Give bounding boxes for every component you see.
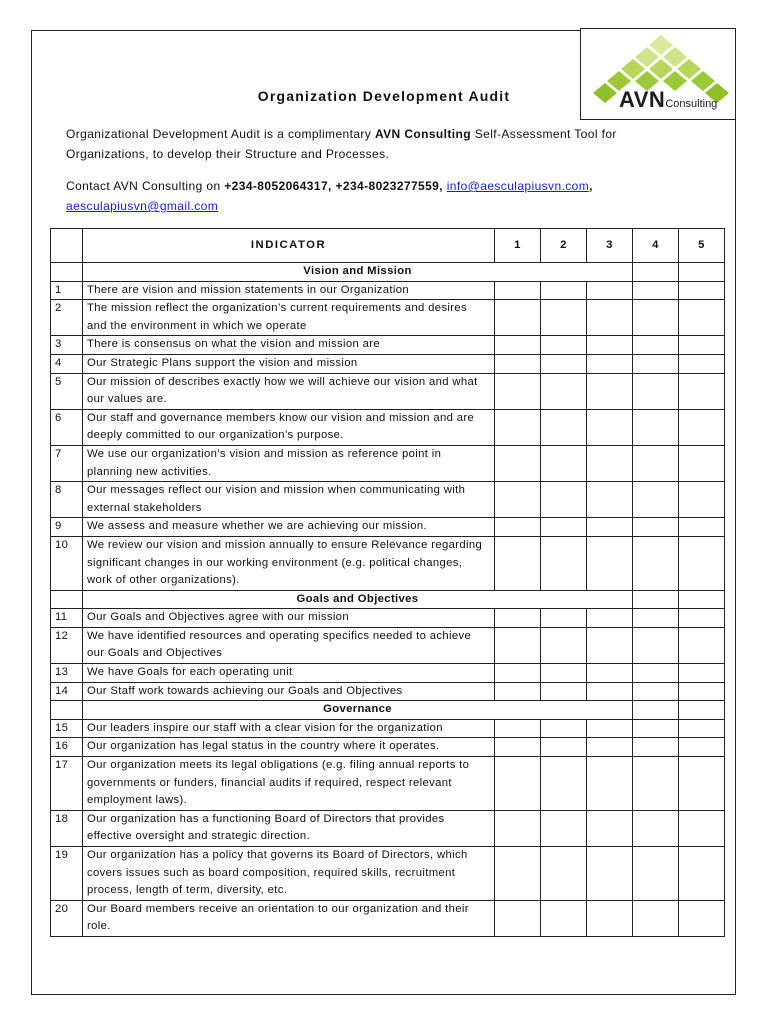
score-cell-1[interactable] [495, 445, 541, 481]
indicator-number: 2 [51, 300, 83, 336]
score-cell-3[interactable] [587, 300, 633, 336]
score-cell-5[interactable] [679, 627, 725, 663]
score-cell-1[interactable] [495, 409, 541, 445]
audit-table-body [51, 263, 725, 937]
score-cell-1[interactable] [495, 609, 541, 628]
indicator-number: 6 [51, 409, 83, 445]
table-row [51, 482, 725, 518]
score-cell-2[interactable] [541, 810, 587, 846]
indicator-text: Our mission of describes exactly how we will achieve our vision and what our values are. [83, 373, 495, 409]
section-title: Governance [83, 701, 633, 720]
contact-prefix: Contact AVN Consulting on [66, 179, 225, 193]
score-cell-2[interactable] [541, 609, 587, 628]
score-cell-3[interactable] [587, 536, 633, 590]
indicator-number: 14 [51, 682, 83, 701]
table-row [51, 354, 725, 373]
score-cell-5[interactable] [679, 518, 725, 537]
indicator-number: 10 [51, 536, 83, 590]
indicator-number: 19 [51, 847, 83, 901]
avn-logo [580, 28, 736, 120]
score-cell-1[interactable] [495, 810, 541, 846]
score-cell-4[interactable] [633, 810, 679, 846]
score-cell-3[interactable] [587, 757, 633, 811]
score-cell-4[interactable] [633, 609, 679, 628]
indicator-number: 4 [51, 354, 83, 373]
score-cell-4[interactable] [633, 373, 679, 409]
section-row [51, 701, 725, 720]
score-cell-2[interactable] [541, 482, 587, 518]
section-empty-cell [51, 590, 83, 609]
score-cell-5[interactable] [679, 664, 725, 683]
table-row [51, 810, 725, 846]
section-row [51, 263, 725, 282]
score-cell-1[interactable] [495, 281, 541, 300]
email-link-info[interactable]: info@aesculapiusvn.com [446, 179, 590, 193]
section-title: Vision and Mission [83, 263, 633, 282]
score-cell-5[interactable] [679, 281, 725, 300]
score-cell-4[interactable] [633, 482, 679, 518]
intro-text-2: Self-Assessment Tool for Organizations, to develop their Structure and Processes. [66, 127, 617, 161]
header-score-3: 3 [587, 229, 633, 263]
score-cell-4[interactable] [633, 719, 679, 738]
score-cell-1[interactable] [495, 300, 541, 336]
table-row [51, 609, 725, 628]
table-row [51, 738, 725, 757]
score-cell-4[interactable] [633, 847, 679, 901]
score-cell-5[interactable] [679, 373, 725, 409]
score-cell-3[interactable] [587, 810, 633, 846]
indicator-text: There are vision and mission statements in our Organization [83, 281, 495, 300]
table-row [51, 281, 725, 300]
indicator-number: 5 [51, 373, 83, 409]
audit-table [50, 228, 725, 937]
score-cell-2[interactable] [541, 354, 587, 373]
score-cell-1[interactable] [495, 738, 541, 757]
score-cell-4[interactable] [633, 900, 679, 936]
score-cell-2[interactable] [541, 336, 587, 355]
score-cell-1[interactable] [495, 536, 541, 590]
indicator-text: We have Goals for each operating unit [83, 664, 495, 683]
score-cell-5[interactable] [679, 900, 725, 936]
indicator-number: 12 [51, 627, 83, 663]
score-cell-5[interactable] [679, 738, 725, 757]
indicator-number: 1 [51, 281, 83, 300]
indicator-text: Our organization has a functioning Board of Directors that provides effective oversight and strategic direction. [83, 810, 495, 846]
indicator-number: 20 [51, 900, 83, 936]
score-cell-1[interactable] [495, 847, 541, 901]
indicator-text: Our leaders inspire our staff with a clear vision for the organization [83, 719, 495, 738]
score-cell-2[interactable] [541, 373, 587, 409]
score-cell-1[interactable] [495, 664, 541, 683]
indicator-number: 15 [51, 719, 83, 738]
score-cell-3[interactable] [587, 900, 633, 936]
score-cell-1[interactable] [495, 757, 541, 811]
score-cell-5[interactable] [679, 354, 725, 373]
intro-text: Organizational Development Audit is a complimentary [66, 127, 375, 141]
score-cell-4[interactable] [633, 738, 679, 757]
score-cell-2[interactable] [541, 445, 587, 481]
score-cell-2[interactable] [541, 900, 587, 936]
score-cell-3[interactable] [587, 627, 633, 663]
score-cell-3[interactable] [587, 518, 633, 537]
score-cell-2[interactable] [541, 409, 587, 445]
section-empty-cell [633, 263, 679, 282]
indicator-text: Our Board members receive an orientation to our organization and their role. [83, 900, 495, 936]
indicator-number: 11 [51, 609, 83, 628]
score-cell-3[interactable] [587, 482, 633, 518]
score-cell-1[interactable] [495, 627, 541, 663]
indicator-text: There is consensus on what the vision and mission are [83, 336, 495, 355]
indicator-text: Our organization meets its legal obligations (e.g. filing annual reports to governments or funders, financial audits if required, respect relevant employment laws). [83, 757, 495, 811]
score-cell-5[interactable] [679, 536, 725, 590]
score-cell-2[interactable] [541, 518, 587, 537]
score-cell-1[interactable] [495, 373, 541, 409]
table-row [51, 518, 725, 537]
intro-paragraph [66, 124, 666, 164]
score-cell-5[interactable] [679, 409, 725, 445]
score-cell-2[interactable] [541, 682, 587, 701]
score-cell-3[interactable] [587, 664, 633, 683]
score-cell-5[interactable] [679, 682, 725, 701]
score-cell-3[interactable] [587, 738, 633, 757]
indicator-text: Our messages reflect our vision and mission when communicating with external stakeholders [83, 482, 495, 518]
header-score-4: 4 [633, 229, 679, 263]
section-empty-cell [679, 590, 725, 609]
score-cell-5[interactable] [679, 445, 725, 481]
score-cell-2[interactable] [541, 847, 587, 901]
indicator-text: We use our organization’s vision and mission as reference point in planning new activities. [83, 445, 495, 481]
score-cell-4[interactable] [633, 627, 679, 663]
score-cell-5[interactable] [679, 482, 725, 518]
indicator-number: 8 [51, 482, 83, 518]
score-cell-3[interactable] [587, 609, 633, 628]
logo-suffix: Consulting [665, 98, 718, 110]
section-empty-cell [679, 701, 725, 720]
email-link-gmail[interactable]: aesculapiusvn@gmail.com [66, 199, 219, 213]
score-cell-2[interactable] [541, 757, 587, 811]
indicator-text: Our Staff work towards achieving our Goals and Objectives [83, 682, 495, 701]
header-score-1: 1 [495, 229, 541, 263]
table-row [51, 664, 725, 683]
contact-comma: , [589, 179, 593, 193]
table-row [51, 445, 725, 481]
indicator-text: Our organization has a policy that governs its Board of Directors, which covers issues such as board composition, required skills, recruitment process, length of term, diversity, etc. [83, 847, 495, 901]
indicator-text: The mission reflect the organization’s current requirements and desires and the environment in which we operate [83, 300, 495, 336]
score-cell-4[interactable] [633, 536, 679, 590]
table-row [51, 682, 725, 701]
indicator-number: 17 [51, 757, 83, 811]
section-empty-cell [679, 263, 725, 282]
score-cell-1[interactable] [495, 482, 541, 518]
section-empty-cell [51, 263, 83, 282]
contact-phones: +234-8052064317, +234-8023277559, [224, 179, 447, 193]
table-row [51, 373, 725, 409]
score-cell-4[interactable] [633, 757, 679, 811]
indicator-text: We assess and measure whether we are achieving our mission. [83, 518, 495, 537]
score-cell-3[interactable] [587, 354, 633, 373]
indicator-number: 7 [51, 445, 83, 481]
table-row [51, 900, 725, 936]
score-cell-3[interactable] [587, 682, 633, 701]
score-cell-3[interactable] [587, 409, 633, 445]
score-cell-5[interactable] [679, 810, 725, 846]
score-cell-4[interactable] [633, 518, 679, 537]
indicator-text: We have identified resources and operating specifics needed to achieve our Goals and Objectives [83, 627, 495, 663]
section-empty-cell [51, 701, 83, 720]
indicator-text: Our staff and governance members know our vision and mission and are deeply committed to our organization’s purpose. [83, 409, 495, 445]
header-score-2: 2 [541, 229, 587, 263]
score-cell-3[interactable] [587, 847, 633, 901]
score-cell-2[interactable] [541, 300, 587, 336]
score-cell-2[interactable] [541, 627, 587, 663]
header-number-cell [51, 229, 83, 263]
table-row [51, 536, 725, 590]
table-row [51, 336, 725, 355]
table-row [51, 627, 725, 663]
header-indicator: INDICATOR [83, 229, 495, 263]
document-title: Organization Development Audit [257, 88, 511, 104]
score-cell-5[interactable] [679, 719, 725, 738]
table-row [51, 757, 725, 811]
score-cell-1[interactable] [495, 336, 541, 355]
indicator-text: Our organization has legal status in the country where it operates. [83, 738, 495, 757]
table-row [51, 719, 725, 738]
score-cell-4[interactable] [633, 336, 679, 355]
section-row [51, 590, 725, 609]
intro-brand: AVN Consulting [374, 127, 471, 141]
score-cell-4[interactable] [633, 281, 679, 300]
section-empty-cell [633, 701, 679, 720]
score-cell-4[interactable] [633, 409, 679, 445]
score-cell-5[interactable] [679, 300, 725, 336]
score-cell-5[interactable] [679, 609, 725, 628]
score-cell-4[interactable] [633, 682, 679, 701]
header-score-5: 5 [679, 229, 725, 263]
score-cell-3[interactable] [587, 281, 633, 300]
indicator-number: 13 [51, 664, 83, 683]
score-cell-5[interactable] [679, 757, 725, 811]
score-cell-1[interactable] [495, 682, 541, 701]
score-cell-2[interactable] [541, 719, 587, 738]
score-cell-2[interactable] [541, 664, 587, 683]
indicator-number: 9 [51, 518, 83, 537]
score-cell-3[interactable] [587, 719, 633, 738]
score-cell-1[interactable] [495, 518, 541, 537]
section-title: Goals and Objectives [83, 590, 633, 609]
indicator-text: We review our vision and mission annually to ensure Relevance regarding significant changes in our working environment (e.g. political changes, work of other organizations). [83, 536, 495, 590]
score-cell-2[interactable] [541, 738, 587, 757]
score-cell-3[interactable] [587, 373, 633, 409]
score-cell-3[interactable] [587, 336, 633, 355]
score-cell-4[interactable] [633, 354, 679, 373]
score-cell-5[interactable] [679, 847, 725, 901]
indicator-text: Our Strategic Plans support the vision and mission [83, 354, 495, 373]
table-row [51, 409, 725, 445]
score-cell-1[interactable] [495, 354, 541, 373]
table-row [51, 847, 725, 901]
table-row [51, 300, 725, 336]
indicator-number: 18 [51, 810, 83, 846]
score-cell-2[interactable] [541, 281, 587, 300]
indicator-number: 3 [51, 336, 83, 355]
score-cell-5[interactable] [679, 336, 725, 355]
logo-brand: AVN [619, 87, 666, 112]
section-empty-cell [633, 590, 679, 609]
score-cell-2[interactable] [541, 536, 587, 590]
indicator-number: 16 [51, 738, 83, 757]
score-cell-1[interactable] [495, 900, 541, 936]
score-cell-1[interactable] [495, 719, 541, 738]
table-header-row [51, 229, 725, 263]
contact-paragraph [66, 176, 686, 216]
score-cell-4[interactable] [633, 300, 679, 336]
indicator-text: Our Goals and Objectives agree with our mission [83, 609, 495, 628]
score-cell-3[interactable] [587, 445, 633, 481]
score-cell-4[interactable] [633, 445, 679, 481]
score-cell-4[interactable] [633, 664, 679, 683]
